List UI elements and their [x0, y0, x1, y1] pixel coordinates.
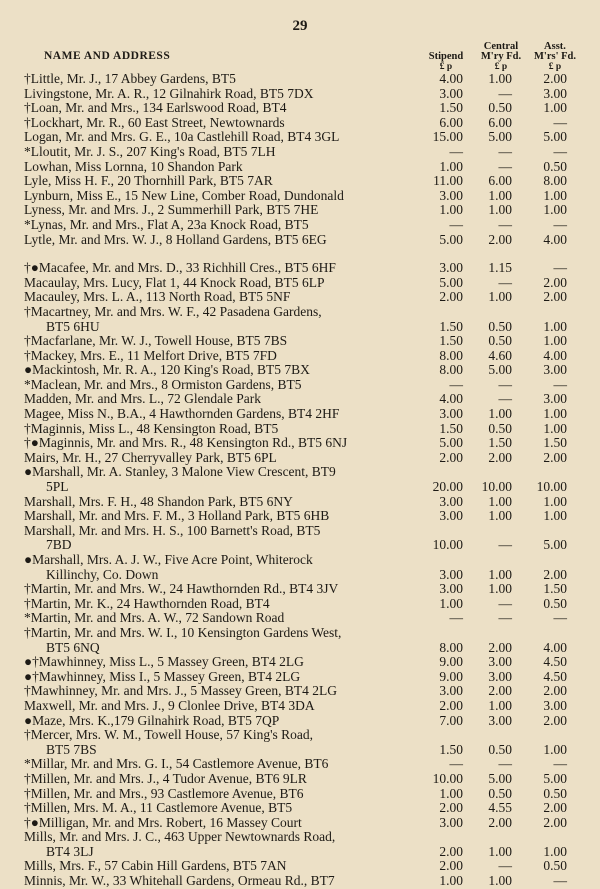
row-central-fund: 1.00	[488, 843, 512, 859]
row-central-fund: 3.00	[488, 654, 512, 670]
list-row	[0, 714, 600, 729]
row-central-fund: 1.50	[488, 435, 512, 451]
list-row	[0, 101, 600, 116]
row-assistant-fund: 2.00	[543, 800, 567, 816]
list-row	[0, 597, 600, 612]
row-central-fund: 6.00	[488, 114, 512, 130]
row-name-address: Marshall, Mr. and Mrs. H. S., 100 Barnett's Road, BT5	[24, 523, 321, 538]
row-assistant-fund: 4.00	[543, 639, 567, 655]
column-header-central-unit: £ p	[494, 62, 508, 72]
row-assistant-fund: 1.00	[543, 843, 567, 859]
row-stipend: 3.00	[439, 406, 463, 422]
list-row	[0, 305, 600, 320]
list-row	[0, 859, 600, 874]
row-central-fund: 2.00	[488, 639, 512, 655]
row-stipend: 10.00	[432, 537, 463, 553]
row-assistant-fund: 0.50	[543, 858, 567, 874]
list-row	[0, 495, 600, 510]
row-assistant-fund: 0.50	[543, 785, 567, 801]
list-row	[0, 218, 600, 233]
row-name-address: Marshall, Mrs. F. H., 48 Shandon Park, BT5 6NY	[24, 494, 293, 509]
row-assistant-fund: 1.00	[543, 741, 567, 757]
row-assistant-fund: 1.50	[543, 435, 567, 451]
row-name-address: Maxwell, Mr. and Mrs. J., 9 Clonlee Drive, BT4 3DA	[24, 698, 315, 713]
row-assistant-fund: 3.00	[543, 362, 567, 378]
row-central-fund: 0.50	[488, 420, 512, 436]
row-central-fund: 1.00	[488, 406, 512, 422]
list-row	[0, 407, 600, 422]
row-central-fund: 0.50	[488, 785, 512, 801]
row-name-address: *Lloutit, Mr. J. S., 207 King's Road, BT5 7LH	[24, 144, 276, 159]
row-assistant-fund: 5.00	[543, 537, 567, 553]
row-name-address: †Macfarlane, Mr. W. J., Towell House, BT5 7BS	[24, 334, 288, 349]
list-row	[0, 626, 600, 641]
list-row	[0, 378, 600, 393]
list-row	[0, 699, 600, 714]
list-row	[0, 436, 600, 451]
row-name-address: †Mackey, Mrs. E., 11 Melfort Drive, BT5 7FD	[24, 348, 277, 363]
list-row	[0, 422, 600, 437]
list-row	[0, 174, 600, 189]
row-assistant-fund: —	[553, 756, 567, 772]
row-central-fund: 2.00	[488, 814, 512, 830]
list-row	[0, 743, 600, 758]
row-stipend: 3.00	[439, 493, 463, 509]
row-stipend: 2.00	[439, 697, 463, 713]
row-central-fund: 1.00	[488, 873, 512, 889]
row-assistant-fund: 1.00	[543, 420, 567, 436]
row-stipend: 5.00	[439, 435, 463, 451]
row-assistant-fund: 1.00	[543, 187, 567, 203]
row-assistant-fund: 2.00	[543, 71, 567, 86]
column-header-name-and-address: NAME AND ADDRESS	[44, 50, 171, 62]
row-assistant-fund: 1.00	[543, 333, 567, 349]
row-stipend: 2.00	[439, 800, 463, 816]
row-central-fund: —	[498, 391, 512, 407]
row-assistant-fund: —	[553, 143, 567, 159]
row-central-fund: 2.00	[488, 683, 512, 699]
row-stipend: 1.50	[439, 318, 463, 334]
row-stipend: 5.00	[439, 231, 463, 247]
row-name-address: Magee, Miss N., B.A., 4 Hawthornden Gardens, BT4 2HF	[24, 407, 340, 422]
row-assistant-fund: 10.00	[536, 479, 567, 495]
row-stipend: —	[449, 143, 463, 159]
row-stipend: 2.00	[439, 843, 463, 859]
row-assistant-fund: 8.00	[543, 173, 567, 189]
row-name-address: *Martin, Mr. and Mrs. A. W., 72 Sandown Road	[24, 611, 285, 626]
row-name-address: ●Marshall, Mrs. A. J. W., Five Acre Point, Whiterock	[24, 553, 313, 567]
list-row	[0, 334, 600, 349]
row-name-address: 5PL	[46, 480, 69, 495]
row-central-fund: —	[498, 756, 512, 772]
row-assistant-fund: 2.00	[543, 683, 567, 699]
row-assistant-fund: 1.00	[543, 100, 567, 116]
list-row	[0, 772, 600, 787]
row-name-address: BT5 6HU	[46, 319, 100, 334]
row-central-fund: —	[498, 537, 512, 553]
row-name-address: ●Mackintosh, Mr. R. A., 120 King's Road, BT5 7BX	[24, 363, 310, 378]
row-name-address: †Mawhinney, Mr. and Mrs. J., 5 Massey Green, BT4 2LG	[24, 684, 337, 699]
list-row	[0, 233, 600, 248]
row-stipend: 2.00	[439, 289, 463, 305]
row-central-fund: 2.00	[488, 231, 512, 247]
row-central-fund: —	[498, 143, 512, 159]
row-stipend: —	[449, 610, 463, 626]
row-name-address: 7BD	[46, 538, 72, 553]
row-central-fund: —	[498, 274, 512, 290]
list-row	[0, 874, 600, 889]
list-row	[0, 72, 600, 87]
row-central-fund: —	[498, 158, 512, 174]
row-name-address: Mills, Mrs. F., 57 Cabin Hill Gardens, BT5 7AN	[24, 859, 287, 874]
row-stipend: 6.00	[439, 114, 463, 130]
row-stipend: —	[449, 216, 463, 232]
row-assistant-fund: —	[553, 610, 567, 626]
row-name-address: Lyle, Miss H. F., 20 Thornhill Park, BT5 7AR	[24, 174, 273, 189]
row-name-address: †Lockhart, Mr. R., 60 East Street, Newtownards	[24, 115, 285, 130]
list-row	[0, 830, 600, 845]
list-row	[0, 582, 600, 597]
row-stipend: 3.00	[439, 566, 463, 582]
row-assistant-fund: —	[553, 216, 567, 232]
row-name-address: Livingstone, Mr. A. R., 12 Gilnahirk Road, BT5 7DX	[24, 86, 314, 101]
row-central-fund: 1.00	[488, 187, 512, 203]
row-name-address: Macauley, Mrs. L. A., 113 North Road, BT5 5NF	[24, 290, 291, 305]
row-central-fund: 1.00	[488, 71, 512, 86]
row-stipend: 9.00	[439, 654, 463, 670]
row-stipend: 1.50	[439, 420, 463, 436]
row-stipend: 1.00	[439, 785, 463, 801]
list-row	[0, 655, 600, 670]
column-header-stipend	[420, 42, 472, 72]
row-central-fund: 3.00	[488, 712, 512, 728]
row-stipend: 9.00	[439, 668, 463, 684]
list-row	[0, 320, 600, 335]
list-row	[0, 130, 600, 145]
list-row	[0, 261, 600, 276]
row-name-address: Madden, Mr. and Mrs. L., 72 Glendale Park	[24, 392, 261, 407]
list-row	[0, 538, 600, 553]
row-stipend: 1.00	[439, 158, 463, 174]
list-row	[0, 189, 600, 204]
row-central-fund: 1.00	[488, 493, 512, 509]
row-central-fund: 1.00	[488, 508, 512, 524]
row-central-fund: 1.00	[488, 581, 512, 597]
row-assistant-fund: 5.00	[543, 770, 567, 786]
row-name-address: *Maclean, Mr. and Mrs., 8 Ormiston Gardens, BT5	[24, 377, 302, 392]
row-assistant-fund: 3.00	[543, 697, 567, 713]
row-central-fund: —	[498, 216, 512, 232]
list-row	[0, 553, 600, 568]
list-row	[0, 465, 600, 480]
row-stipend: 7.00	[439, 712, 463, 728]
row-assistant-fund: —	[553, 260, 567, 276]
row-name-address: ●†Mawhinney, Miss L., 5 Massey Green, BT4 2LG	[24, 655, 304, 670]
row-name-address: *Lynas, Mr. and Mrs., Flat A, 23a Knock Road, BT5	[24, 217, 309, 232]
row-central-fund: —	[498, 376, 512, 392]
row-assistant-fund: 4.50	[543, 654, 567, 670]
column-header-asst-line2: M'rs' Fd.	[534, 51, 576, 62]
row-name-address: Marshall, Mr. and Mrs. F. M., 3 Holland Park, BT5 6HB	[24, 509, 330, 524]
list-row	[0, 363, 600, 378]
row-stipend: 8.00	[439, 347, 463, 363]
row-name-address: Mills, Mr. and Mrs. J. C., 463 Upper Newtownards Road,	[24, 830, 336, 845]
row-name-address: †●Maginnis, Mr. and Mrs. R., 48 Kensington Rd., BT5 6NJ	[24, 436, 348, 451]
list-row	[0, 568, 600, 583]
row-assistant-fund: —	[553, 873, 567, 889]
row-name-address: Logan, Mr. and Mrs. G. E., 10a Castlehill Road, BT4 3GL	[24, 130, 340, 145]
list-row	[0, 160, 600, 175]
list-row	[0, 684, 600, 699]
column-header-stipend-unit: £ p	[439, 62, 453, 72]
column-header-asst-line1: Asst.	[544, 41, 566, 52]
row-name-address: Killinchy, Co. Down	[46, 567, 159, 582]
list-row	[0, 611, 600, 626]
list-row	[0, 116, 600, 131]
row-stipend: 1.00	[439, 595, 463, 611]
column-header-asst-unit: £ p	[548, 62, 562, 72]
list-row	[0, 276, 600, 291]
row-name-address: ●†Mawhinney, Miss I., 5 Massey Green, BT4 2LG	[24, 669, 301, 684]
row-stipend: 4.00	[439, 391, 463, 407]
row-name-address: †Martin, Mr. and Mrs. W., 24 Hawthornden Rd., BT4 3JV	[24, 582, 339, 597]
row-central-fund: —	[498, 610, 512, 626]
list-row	[0, 728, 600, 743]
row-assistant-fund: 1.00	[543, 318, 567, 334]
row-name-address: Mairs, Mr. H., 27 Cherryvalley Park, BT5 6PL	[24, 450, 277, 465]
list-row	[0, 845, 600, 860]
row-central-fund: 4.55	[488, 800, 512, 816]
row-central-fund: 1.00	[488, 566, 512, 582]
row-assistant-fund: 2.00	[543, 712, 567, 728]
page-number: 29	[292, 18, 308, 34]
row-stipend: —	[449, 376, 463, 392]
list-row	[0, 509, 600, 524]
column-header-stipend-line2: Stipend	[428, 51, 464, 62]
list-row	[0, 641, 600, 656]
row-stipend: 3.00	[439, 85, 463, 101]
row-central-fund: 1.00	[488, 202, 512, 218]
row-name-address: BT4 3LJ	[46, 844, 94, 859]
row-assistant-fund: 4.50	[543, 668, 567, 684]
row-assistant-fund: 4.00	[543, 347, 567, 363]
row-stipend: 3.00	[439, 508, 463, 524]
row-name-address: †Martin, Mr. and Mrs. W. I., 10 Kensington Gardens West,	[24, 625, 342, 640]
column-header-central-line1: Central	[483, 41, 519, 52]
row-assistant-fund: 1.00	[543, 202, 567, 218]
row-name-address: Lynburn, Miss E., 15 New Line, Comber Road, Dundonald	[24, 188, 344, 203]
column-header-central-fund	[474, 42, 528, 72]
row-name-address: †Macartney, Mr. and Mrs. W. F., 42 Pasadena Gardens,	[24, 304, 322, 319]
row-name-address: ●Marshall, Mr. A. Stanley, 3 Malone View Crescent, BT9	[24, 465, 336, 480]
row-stipend: 8.00	[439, 362, 463, 378]
row-name-address: †●Milligan, Mr. and Mrs. Robert, 16 Massey Court	[24, 815, 302, 830]
list-row	[0, 787, 600, 802]
list-row	[0, 392, 600, 407]
column-header-central-line2: M'ry Fd.	[480, 51, 522, 62]
row-stipend: 20.00	[432, 479, 463, 495]
row-name-address: Macaulay, Mrs. Lucy, Flat 1, 44 Knock Road, BT5 6LP	[24, 275, 325, 290]
row-name-address: Lowhan, Miss Lornna, 10 Shandon Park	[24, 159, 243, 174]
row-name-address: BT5 6NQ	[46, 640, 100, 655]
row-assistant-fund: 2.00	[543, 814, 567, 830]
row-stipend: 15.00	[432, 129, 463, 145]
list-row	[0, 480, 600, 495]
row-stipend: 8.00	[439, 639, 463, 655]
list-row	[0, 816, 600, 831]
row-stipend: 1.50	[439, 100, 463, 116]
row-name-address: Lyness, Mr. and Mrs. J., 2 Summerhill Park, BT5 7HE	[24, 203, 319, 218]
row-central-fund: 1.00	[488, 289, 512, 305]
row-stipend: —	[449, 756, 463, 772]
subscriber-list	[0, 72, 600, 889]
row-name-address: ●Maze, Mrs. K.,179 Gilnahirk Road, BT5 7QP	[24, 713, 280, 728]
row-name-address: †Martin, Mr. K., 24 Hawthornden Road, BT4	[24, 596, 270, 611]
row-central-fund: 2.00	[488, 449, 512, 465]
row-name-address: †●Macafee, Mr. and Mrs. D., 33 Richhill Cres., BT5 6HF	[24, 261, 336, 276]
row-name-address: †Millen, Mr. and Mrs., 93 Castlemore Avenue, BT6	[24, 786, 304, 801]
row-stipend: 4.00	[439, 71, 463, 86]
row-assistant-fund: 1.00	[543, 493, 567, 509]
row-name-address: †Mercer, Mrs. W. M., Towell House, 57 King's Road,	[24, 728, 314, 743]
row-name-address: †Millen, Mrs. M. A., 11 Castlemore Avenue, BT5	[24, 801, 293, 816]
row-stipend: 5.00	[439, 274, 463, 290]
row-central-fund: —	[498, 595, 512, 611]
list-row	[0, 145, 600, 160]
row-central-fund: 0.50	[488, 100, 512, 116]
row-name-address: Lytle, Mr. and Mrs. W. J., 8 Holland Gardens, BT5 6EG	[24, 232, 327, 247]
row-stipend: 3.00	[439, 814, 463, 830]
row-stipend: 3.00	[439, 187, 463, 203]
row-central-fund: 10.00	[481, 479, 512, 495]
column-header-assistant-fund	[528, 42, 582, 72]
row-central-fund: 4.60	[488, 347, 512, 363]
row-central-fund: 5.00	[488, 129, 512, 145]
list-row	[0, 203, 600, 218]
row-central-fund: 0.50	[488, 333, 512, 349]
list-row	[0, 524, 600, 539]
row-assistant-fund: 2.00	[543, 289, 567, 305]
row-stipend: 1.50	[439, 741, 463, 757]
row-stipend: 1.00	[439, 873, 463, 889]
row-assistant-fund: 1.00	[543, 406, 567, 422]
row-assistant-fund: 0.50	[543, 158, 567, 174]
row-stipend: 2.00	[439, 449, 463, 465]
list-row	[0, 290, 600, 305]
row-stipend: 11.00	[433, 173, 463, 189]
row-central-fund: 5.00	[488, 362, 512, 378]
list-row	[0, 757, 600, 772]
row-central-fund: 6.00	[488, 173, 512, 189]
row-central-fund: 3.00	[488, 668, 512, 684]
list-row	[0, 801, 600, 816]
row-name-address: Minnis, Mr. W., 33 Whitehall Gardens, Ormeau Rd., BT7	[24, 874, 335, 889]
row-stipend: 2.00	[439, 858, 463, 874]
list-row	[0, 451, 600, 466]
row-name-address: †Little, Mr. J., 17 Abbey Gardens, BT5	[24, 72, 236, 86]
row-name-address: BT5 7BS	[46, 742, 97, 757]
row-central-fund: 0.50	[488, 318, 512, 334]
list-row	[0, 349, 600, 364]
row-assistant-fund: 2.00	[543, 449, 567, 465]
row-central-fund: 5.00	[488, 770, 512, 786]
row-name-address: †Maginnis, Miss L., 48 Kensington Road, BT5	[24, 421, 279, 436]
row-assistant-fund: —	[553, 114, 567, 130]
row-assistant-fund: 4.00	[543, 231, 567, 247]
row-stipend: 3.00	[439, 581, 463, 597]
row-assistant-fund: —	[553, 376, 567, 392]
row-assistant-fund: 2.00	[543, 274, 567, 290]
row-central-fund: 0.50	[488, 741, 512, 757]
list-row	[0, 670, 600, 685]
row-stipend: 1.50	[439, 333, 463, 349]
row-assistant-fund: 1.50	[543, 581, 567, 597]
row-central-fund: —	[498, 858, 512, 874]
row-assistant-fund: 3.00	[543, 85, 567, 101]
row-name-address: †Loan, Mr. and Mrs., 134 Earlswood Road, BT4	[24, 101, 287, 116]
row-assistant-fund: 2.00	[543, 566, 567, 582]
row-assistant-fund: 1.00	[543, 508, 567, 524]
row-name-address: *Millar, Mr. and Mrs. G. I., 54 Castlemore Avenue, BT6	[24, 757, 329, 772]
row-assistant-fund: 5.00	[543, 129, 567, 145]
row-stipend: 10.00	[432, 770, 463, 786]
row-assistant-fund: 0.50	[543, 595, 567, 611]
row-central-fund: —	[498, 85, 512, 101]
row-stipend: 3.00	[439, 260, 463, 276]
row-assistant-fund: 3.00	[543, 391, 567, 407]
row-name-address: †Millen, Mr. and Mrs. J., 4 Tudor Avenue, BT6 9LR	[24, 771, 307, 786]
row-central-fund: 1.15	[488, 260, 512, 276]
row-central-fund: 1.00	[488, 697, 512, 713]
row-stipend: 1.00	[439, 202, 463, 218]
list-row	[0, 87, 600, 102]
row-stipend: 3.00	[439, 683, 463, 699]
